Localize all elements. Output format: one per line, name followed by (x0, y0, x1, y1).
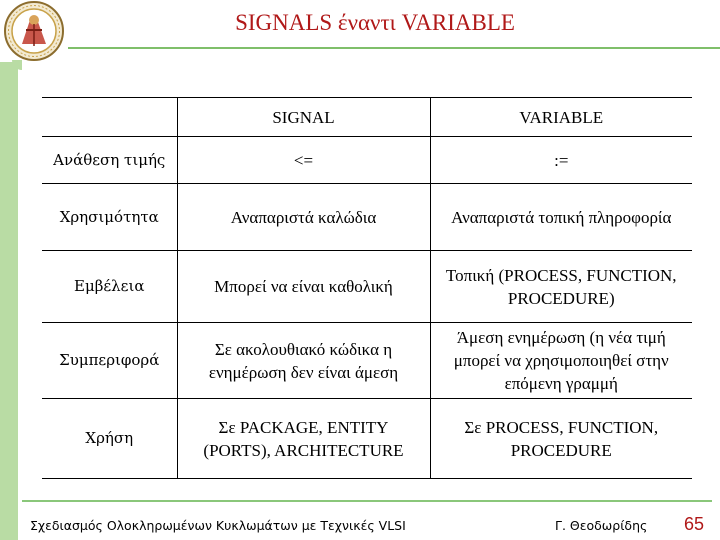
header-cell-signal: SIGNAL (177, 98, 430, 137)
university-seal-icon (0, 0, 68, 62)
left-decor-bar (0, 62, 18, 540)
variable-cell: Σε PROCESS, FUNCTION, PROCEDURE (430, 399, 692, 479)
page-number: 65 (684, 514, 705, 534)
header-cell-empty (42, 98, 177, 137)
variable-cell: Τοπική (PROCESS, FUNCTION, PROCEDURE) (430, 251, 692, 323)
footer-author: Γ. Θεοδωρίδης (555, 518, 648, 533)
table-row (42, 251, 692, 323)
comparison-table (42, 97, 692, 479)
table-row (42, 184, 692, 251)
footer-rule (22, 500, 712, 502)
signal-cell: Μπορεί να είναι καθολική (177, 251, 430, 323)
table-row (42, 323, 692, 399)
table-row (42, 137, 692, 184)
signal-cell: Σε PACKAGE, ENTITY (PORTS), ARCHITECTURE (177, 399, 430, 479)
row-label: Χρήση (42, 399, 177, 479)
row-label: Εμβέλεια (42, 251, 177, 323)
variable-cell: := (430, 137, 692, 184)
footer-course-title: Σχεδιασμός Ολοκληρωμένων Κυκλωμάτων με Τεχνικές VLSI (30, 518, 406, 533)
row-label: Ανάθεση τιμής (42, 137, 177, 184)
slide-title: SIGNALS έναντι VARIABLE (235, 10, 515, 35)
header-rule (68, 47, 720, 49)
row-label: Χρησιμότητα (42, 184, 177, 251)
header-cell-variable: VARIABLE (430, 98, 692, 137)
row-label: Συμπεριφορά (42, 323, 177, 399)
variable-cell: Άμεση ενημέρωση (η νέα τιμή μπορεί να χρησιμοποιηθεί στην επόμενη γραμμή (430, 323, 692, 399)
signal-cell: <= (177, 137, 430, 184)
variable-cell: Αναπαριστά τοπική πληροφορία (430, 184, 692, 251)
table-header-row (42, 98, 692, 137)
signal-cell: Σε ακολουθιακό κώδικα η ενημέρωση δεν είναι άμεση (177, 323, 430, 399)
signal-cell: Αναπαριστά καλώδια (177, 184, 430, 251)
table-row (42, 399, 692, 479)
